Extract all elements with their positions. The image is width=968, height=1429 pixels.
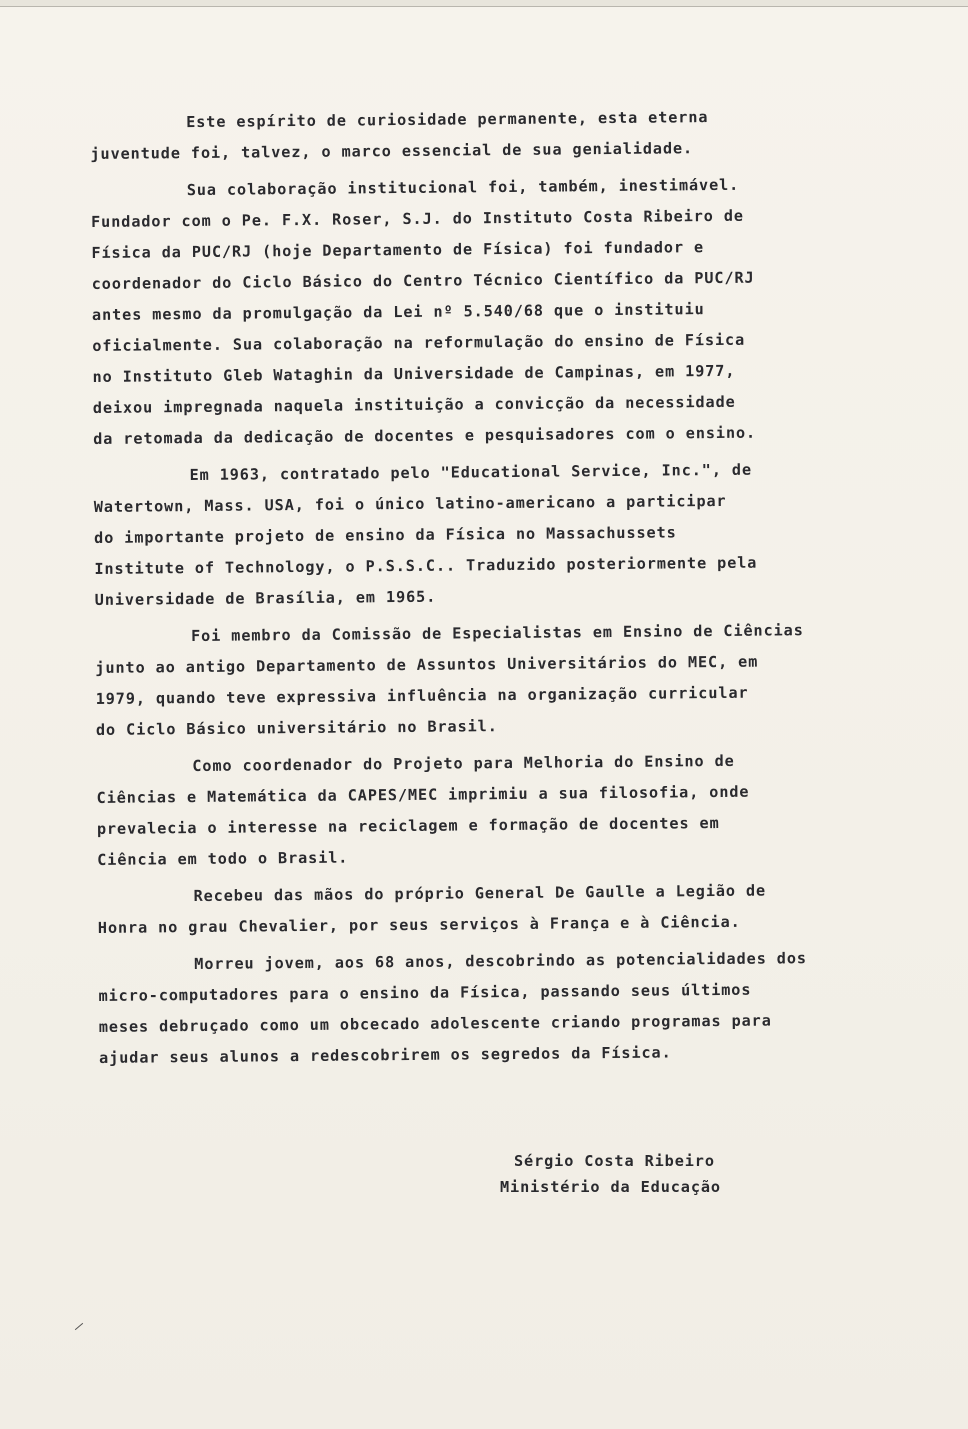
text-line: junto ao antigo Departamento de Assuntos Universitários do MEC, em <box>95 652 759 677</box>
text-line: micro-computadores para o ensino da Física, passando seus últimos <box>98 980 752 1005</box>
text-line: Ciência em todo o Brasil. <box>97 848 349 869</box>
text-line: Watertown, Mass. USA, foi o único latino-americano a participar <box>93 491 727 516</box>
text-line: no Instituto Gleb Wataghin da Universidade de Campinas, em 1977, <box>92 361 736 386</box>
paragraph-capes <box>96 744 897 876</box>
paragraph-institutional <box>91 168 894 455</box>
paragraph-legion-of-honor <box>97 874 898 944</box>
text-line: Sua colaboração institucional foi, também, inestimável. <box>186 175 740 200</box>
text-line: Física da PUC/RJ (hoje Departamento de Física) foi fundador e <box>91 238 705 262</box>
text-line: Em 1963, contratado pelo "Educational Service, Inc.", de <box>189 460 753 485</box>
pencil-mark <box>75 1323 83 1330</box>
paragraph-pssc <box>93 453 894 616</box>
text-line: 1979, quando teve expressiva influência na organização curricular <box>95 683 749 708</box>
paragraph-commission <box>95 614 896 746</box>
text-line: Honra no grau Chevalier, por seus serviços à França e à Ciência. <box>97 912 741 937</box>
text-line: Ciências e Matemática da CAPES/MEC imprimiu a sua filosofia, onde <box>96 782 750 807</box>
text-line: meses debruçado como um obcecado adolescente criando programas para <box>98 1011 772 1036</box>
text-line: Como coordenador do Projeto para Melhoria do Ensino de <box>192 751 735 776</box>
text-line: Foi membro da Comissão de Especialistas em Ensino de Ciências <box>190 621 804 646</box>
text-line: Morreu jovem, aos 68 anos, descobrindo as potencialidades dos <box>194 949 807 974</box>
text-line: do Ciclo Básico universitário no Brasil. <box>95 717 498 739</box>
text-line: oficialmente. Sua colaboração na reformulação do ensino de Física <box>92 330 746 355</box>
text-line: Fundador com o Pe. F.X. Roser, S.J. do Instituto Costa Ribeiro de <box>91 206 744 231</box>
text-line: ajudar seus alunos a redescobrirem os segredos da Física. <box>99 1043 672 1067</box>
signature-title: Ministério da Educação <box>500 1178 721 1196</box>
body-text <box>90 100 899 1080</box>
text-line: prevalecia o interesse na reciclagem e formação de docentes em <box>96 813 720 838</box>
paragraph-death <box>98 942 899 1074</box>
text-line: antes mesmo da promulgação da Lei nº 5.540/68 que o instituiu <box>91 300 705 324</box>
page-top-edge <box>0 0 968 7</box>
text-line: do importante projeto de ensino da Física no Massachussets <box>94 523 677 547</box>
text-line: Institute of Technology, o P.S.S.C.. Traduzido posteriormente pela <box>94 553 758 578</box>
text-line: Este espírito de curiosidade permanente, esta eterna <box>186 108 709 132</box>
signature-name: Sérgio Costa Ribeiro <box>514 1152 715 1170</box>
text-line: Universidade de Brasília, em 1965. <box>94 587 437 609</box>
text-line: deixou impregnada naquela instituição a convicção da necessidade <box>92 392 736 417</box>
text-line: da retomada da dedicação de docentes e pesquisadores com o ensino. <box>93 423 757 448</box>
text-line: juventude foi, talvez, o marco essencial de sua genialidade. <box>90 139 694 163</box>
text-line: coordenador do Ciclo Básico do Centro Técnico Científico da PUC/RJ <box>91 268 755 293</box>
paragraph-curiosity <box>90 100 891 170</box>
signature-block <box>500 1148 721 1200</box>
text-line: Recebeu das mãos do próprio General De Gaulle a Legião de <box>193 881 767 906</box>
